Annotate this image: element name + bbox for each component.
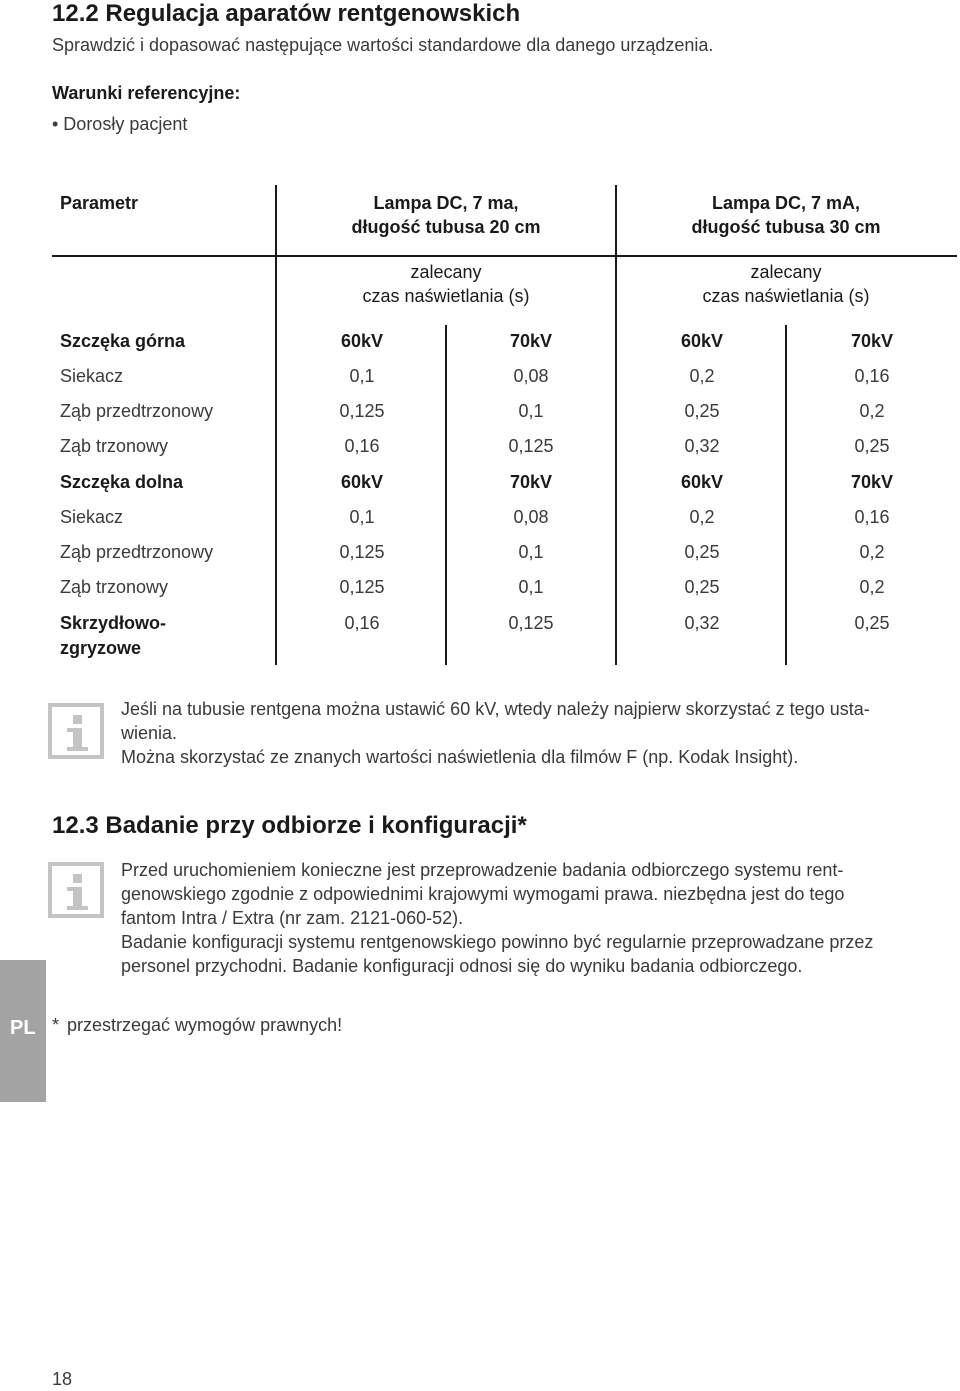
note1-line3: Można skorzystać ze znanych wartości naświetlenia dla filmów F (np. Kodak Insight). <box>121 747 799 767</box>
table-cell: 60kV <box>680 331 724 351</box>
table-cell: 0,2 <box>859 577 885 597</box>
table-cell: 0,08 <box>513 507 549 527</box>
footnote-mark: * <box>52 1015 60 1035</box>
col1-header-line2: długość tubusa 20 cm <box>351 217 541 237</box>
table-cell: 60kV <box>680 472 724 492</box>
conditions-label: Warunki referencyjne: <box>52 83 241 103</box>
section-title: 12.2 Regulacja aparatów rentgenowskich <box>52 0 521 27</box>
row-label: Ząb trzonowy <box>60 436 169 456</box>
col1-subheader-line2: czas naświetlania (s) <box>362 286 530 306</box>
language-tab-label: PL <box>10 1017 36 1039</box>
table-cell: 0,1 <box>349 507 375 527</box>
table-cell: 0,32 <box>684 436 720 456</box>
table-divider <box>785 325 787 665</box>
table-divider <box>445 325 447 665</box>
table-cell: 0,16 <box>344 613 380 633</box>
note2-line1: Przed uruchomieniem konieczne jest przeprowadzenie badania odbiorczego systemu rent- <box>121 860 844 880</box>
table-cell: 0,25 <box>684 542 720 562</box>
col2-header <box>617 191 955 239</box>
col2-header-line1: Lampa DC, 7 mA, <box>711 193 861 213</box>
table-cell: 0,1 <box>518 401 544 421</box>
table-cell: 70kV <box>850 331 894 351</box>
row-label-line2: zgryzowe <box>60 638 142 658</box>
table-cell: 0,2 <box>859 542 885 562</box>
table-cell: 0,1 <box>518 577 544 597</box>
row-label: Ząb przedtrzonowy <box>60 401 214 421</box>
footnote-text: przestrzegać wymogów prawnych! <box>67 1015 343 1035</box>
table-cell: 0,125 <box>339 401 385 421</box>
table-cell: 0,125 <box>339 577 385 597</box>
row-label: Ząb przedtrzonowy <box>60 542 214 562</box>
table-cell: 0,1 <box>518 542 544 562</box>
param-header: Parametr <box>60 193 139 213</box>
note2-line3: fantom Intra / Extra (nr zam. 2121-060-52). <box>121 908 464 928</box>
col1-subheader <box>277 260 615 308</box>
table-cell: 70kV <box>850 472 894 492</box>
table-cell: 0,08 <box>513 366 549 386</box>
section-intro: Sprawdzić i dopasować następujące wartości standardowe dla danego urządzenia. <box>52 35 714 55</box>
row-label: Ząb trzonowy <box>60 577 169 597</box>
section2-title: 12.3 Badanie przy odbiorze i konfiguracji* <box>52 812 527 839</box>
table-divider <box>275 185 277 665</box>
language-tab <box>0 960 46 1102</box>
row-label-line1: Skrzydłowo- <box>60 613 167 633</box>
table-cell: 70kV <box>509 472 553 492</box>
info-icon <box>48 703 104 759</box>
note2-line2: genowskiego zgodnie z odpowiednimi krajowymi wymogami prawa. niezbędna jest do tego <box>121 884 845 904</box>
table-divider <box>615 185 617 665</box>
col2-header-line2: długość tubusa 30 cm <box>691 217 881 237</box>
row-label: Szczęka górna <box>60 331 186 351</box>
note2-line4: Badanie konfiguracji systemu rentgenowskiego powinno być regularnie przeprowadzane przez <box>121 932 874 952</box>
table-cell: 0,125 <box>508 613 554 633</box>
col1-subheader-line1: zalecany <box>410 262 482 282</box>
table-cell: 0,25 <box>684 577 720 597</box>
col2-subheader-line2: czas naświetlania (s) <box>702 286 870 306</box>
note1-line1: Jeśli na tubusie rentgena można ustawić 60 kV, wtedy należy najpierw skorzystać z tego usta- <box>121 699 870 719</box>
table-cell: 0,16 <box>854 507 890 527</box>
note2-text <box>121 858 873 978</box>
col1-header <box>277 191 615 239</box>
row-label: Szczęka dolna <box>60 472 184 492</box>
page-number: 18 <box>52 1369 73 1389</box>
conditions-item: • Dorosły pacjent <box>52 114 188 134</box>
table-cell: 0,125 <box>339 542 385 562</box>
info-icon <box>48 862 104 918</box>
table-cell: 0,16 <box>854 366 890 386</box>
note1-text <box>121 697 870 769</box>
col1-header-line1: Lampa DC, 7 ma, <box>373 193 519 213</box>
table-cell: 60kV <box>340 472 384 492</box>
table-cell: 0,2 <box>689 366 715 386</box>
table-cell: 0,16 <box>344 436 380 456</box>
table-cell: 0,125 <box>508 436 554 456</box>
table-cell: 0,25 <box>854 613 890 633</box>
table-cell: 0,2 <box>859 401 885 421</box>
table-cell: 0,1 <box>349 366 375 386</box>
note2-line5: personel przychodni. Badanie konfiguracji odnosi się do wyniku badania odbiorczego. <box>121 956 803 976</box>
table-cell: 60kV <box>340 331 384 351</box>
table-cell: 0,2 <box>689 507 715 527</box>
table-cell: 70kV <box>509 331 553 351</box>
table-rule <box>52 255 957 257</box>
row-label: Siekacz <box>60 507 124 527</box>
col2-subheader-line1: zalecany <box>750 262 822 282</box>
row-label: Siekacz <box>60 366 124 386</box>
table-cell: 0,32 <box>684 613 720 633</box>
table-cell: 0,25 <box>684 401 720 421</box>
table-cell: 0,25 <box>854 436 890 456</box>
note1-line2: wienia. <box>121 723 178 743</box>
col2-subheader <box>617 260 955 308</box>
